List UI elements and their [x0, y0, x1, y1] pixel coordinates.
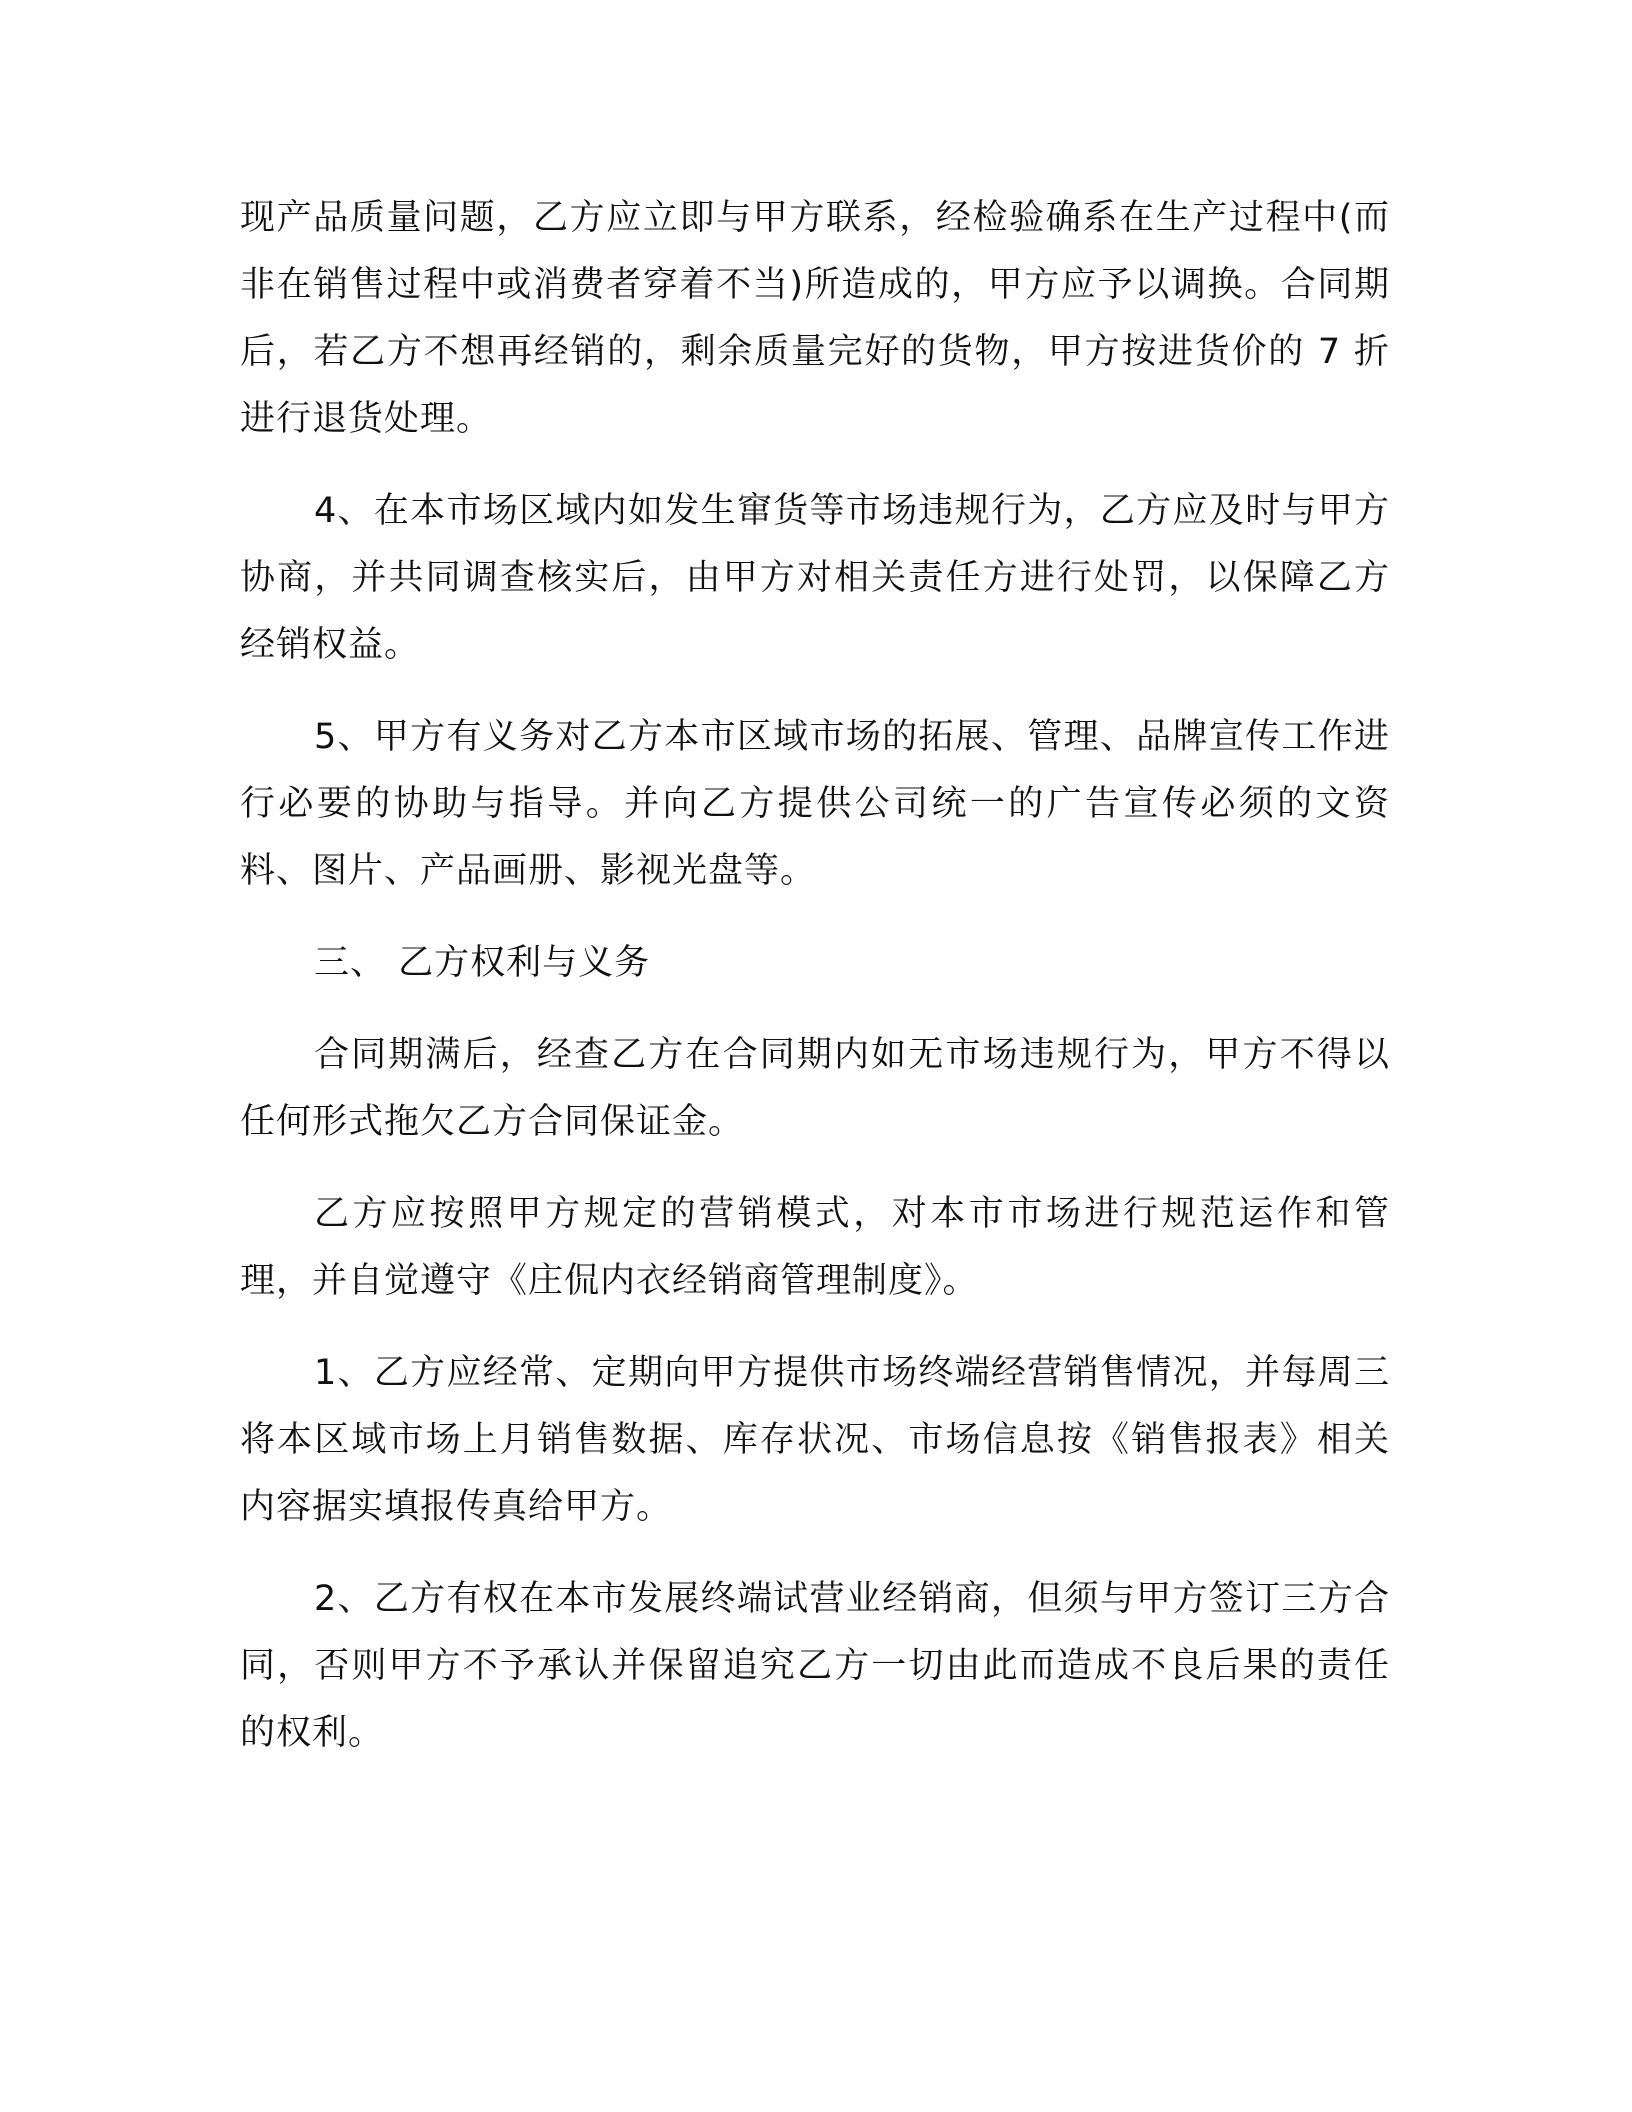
document-body	[240, 185, 1390, 1767]
paragraph-quality-return: 现产品质量问题，乙方应立即与甲方联系，经检验确系在生产过程中(而非在销售过程中或消费者穿着不当)所造成的，甲方应予以调换。合同期后，若乙方不想再经销的，剩余质量完好的货物，甲方按进货价的 7 折进行退货处理。	[240, 198, 1390, 439]
paragraph-deposit: 合同期满后，经查乙方在合同期内如无市场违规行为，甲方不得以任何形式拖欠乙方合同保证金。	[240, 1035, 1390, 1142]
paragraph-clause-4: 4、在本市场区域内如发生窜货等市场违规行为，乙方应及时与甲方协商，并共同调查核实后，由甲方对相关责任方进行处罚，以保障乙方经销权益。	[240, 491, 1390, 665]
paragraph-clause-5: 5、甲方有义务对乙方本市区域市场的拓展、管理、品牌宣传工作进行必要的协助与指导。并向乙方提供公司统一的广告宣传必须的文资料、图片、产品画册、影视光盘等。	[240, 717, 1390, 891]
paragraph-b-clause-1: 1、乙方应经常、定期向甲方提供市场终端经营销售情况，并每周三将本区域市场上月销售数据、库存状况、市场信息按《销售报表》相关内容据实填报传真给甲方。	[240, 1353, 1390, 1527]
section-heading-party-b-rights: 三、 乙方权利与义务	[314, 943, 651, 983]
paragraph-marketing-mode: 乙方应按照甲方规定的营销模式，对本市市场进行规范运作和管理，并自觉遵守《庄侃内衣经销商管理制度》。	[240, 1194, 1390, 1301]
paragraph-b-clause-2: 2、乙方有权在本市发展终端试营业经销商，但须与甲方签订三方合同，否则甲方不予承认并保留追究乙方一切由此而造成不良后果的责任的权利。	[240, 1579, 1390, 1753]
